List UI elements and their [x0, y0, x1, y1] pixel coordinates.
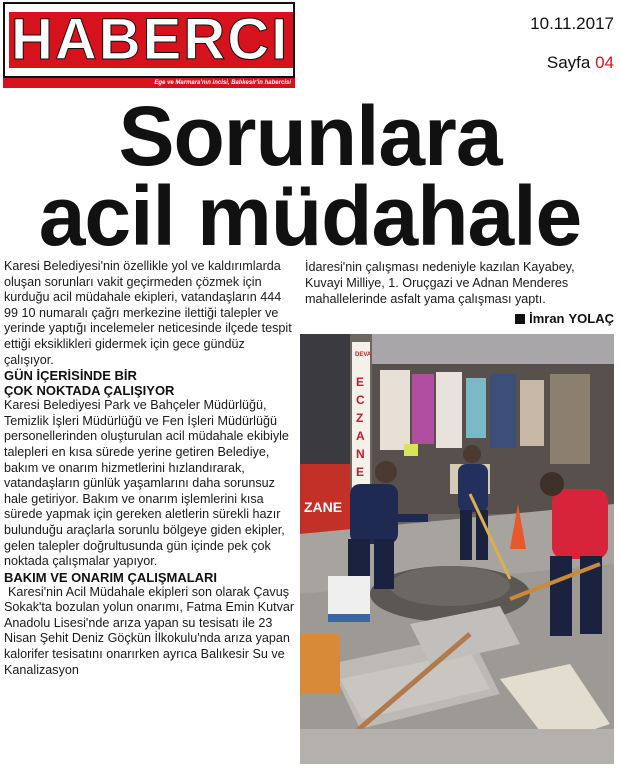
- svg-text:E: E: [356, 375, 365, 389]
- photo-illustration: [300, 334, 614, 764]
- article-left-column: [4, 259, 296, 678]
- svg-text:E: E: [356, 465, 365, 479]
- headline-line-1: Sorunlara: [118, 89, 502, 183]
- subhead-1-line-1: GÜN İÇERİSİNDE BİR: [4, 368, 137, 384]
- page-label: Sayfa: [546, 53, 591, 72]
- svg-text:A: A: [356, 429, 365, 443]
- byline-last-name: YOLAÇ: [568, 311, 614, 326]
- shop-sign-text: ZANE: [304, 499, 343, 515]
- svg-text:N: N: [356, 447, 365, 461]
- article-paragraph-3: Karesi'nin Acil Müdahale ekipleri son olarak Çavuş Sokak'ta bozulan yolun onarımı, Fatma Emin Kutvar Anadolu Lisesi'nde arıza yapan su tesisatı ile 23 Nisan Şehit Deniz Göçkün İlkokulu'nda arıza yapan kalorifer tesisatını onarırken ayrıca Balıkesir Su ve Kanalizasyon: [4, 584, 295, 677]
- logo-text: HABERCI: [11, 7, 290, 72]
- article-paragraph-2: Karesi Belediyesi Park ve Bahçeler Müdürlüğü, Temizlik İşleri Müdürlüğü ve Fen İşleri Müdürlüğü personellerinden oluşturulan acil müdahale ekibiyle talepleri en kısa sürede yerine getiren Belediye, bakım ve onarım hizmetlerini hızlandırarak, vatandaşların günlük yaşamlarını daha sorunsuz hale getiriyor. Bakım ve onarım işlemlerini kısa sürede yapmak için gereken aletlerin sürekli hazır bulunduğu araçlarla sorunlu bölgeye giden ekipler, gelen talepler doğrultusunda gün içinde pek çok noktada çalışmalar yapıyor.: [4, 398, 289, 569]
- logo-tagline: Ege ve Marmara'nın incisi, Balıkesir'in habercisi: [3, 78, 295, 88]
- byline: [515, 311, 614, 326]
- page-number: [547, 53, 614, 73]
- subhead-1-line-2: ÇOK NOKTADA ÇALIŞIYOR: [4, 383, 175, 399]
- issue-date: 10.11.2017: [530, 14, 614, 33]
- page-number-value: 04: [595, 53, 614, 72]
- article-paragraph-4: İdaresi'nin çalışması nedeniyle kazılan Kayabey, Kuvayi Milliye, 1. Oruçgazi ve Adnan Menderes mahallelerinde asfalt yama çalışması yaptı.: [305, 260, 575, 306]
- byline-square-icon: [515, 314, 525, 324]
- byline-first-name: İmran: [529, 311, 565, 326]
- subhead-2: BAKIM VE ONARIM ÇALIŞMALARI: [4, 569, 218, 585]
- headline: [0, 89, 620, 263]
- subhead-1: [4, 368, 296, 398]
- article-intro: Karesi Belediyesi'nin özellikle yol ve kaldırımlarda oluşan sorunları vakit geçirmeden çözmek için kurduğu acil müdahale ekipleri, vatandaşların 444 99 10 numaralı çağrı merkezine ilettiği talepler ve yerinde yaptığı incelemeler neticesinde ilçede tespit ettiği eksiklikleri gidermek için gece gündüz çalışıyor.: [4, 259, 292, 367]
- masthead: [3, 2, 295, 86]
- svg-text:Z: Z: [356, 411, 364, 425]
- svg-text:C: C: [356, 393, 365, 407]
- headline-line-2: acil müdahale: [38, 169, 582, 263]
- street-repair-photo: [300, 334, 614, 764]
- sign-small-text: DEVA: [355, 352, 372, 358]
- newspaper-logo: [3, 2, 295, 78]
- article-right-column: [305, 259, 615, 307]
